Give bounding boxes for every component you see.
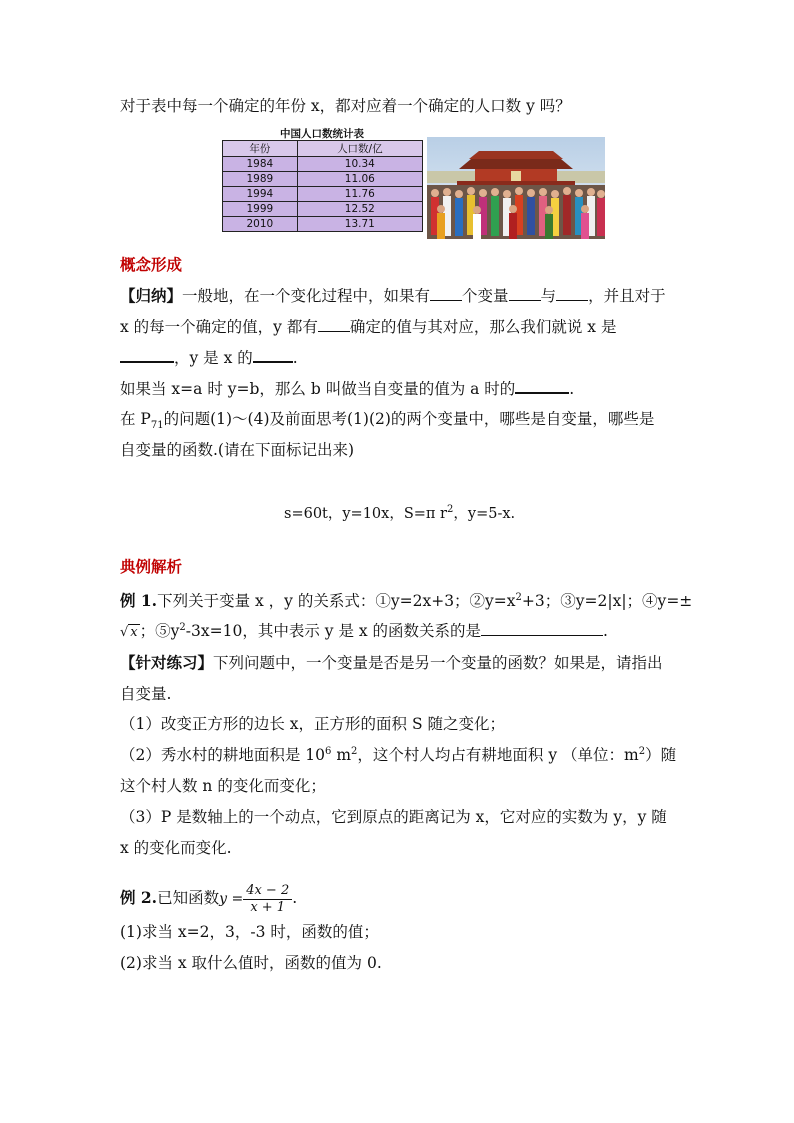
superscript: 2 (179, 621, 186, 633)
text: ，并且对于 (588, 287, 666, 305)
text: +3；③y=2|x|；④y=± (521, 592, 693, 610)
superscript: 2 (638, 745, 646, 757)
example1-line-1 (120, 591, 692, 611)
text: 个变量 (462, 287, 509, 305)
text: s=60t，y=10x，S=π r (284, 506, 447, 522)
table-row (223, 157, 423, 172)
practice-tag: 【针对练习】 (120, 653, 214, 672)
example2-label: 例 2. (120, 888, 158, 907)
text: ；⑤y (139, 622, 180, 640)
summary-line-3 (120, 347, 298, 368)
text: 下列关于变量 x ，y 的关系式：①y=2x+3；②y=x (157, 592, 516, 610)
fraction-denominator: x + 1 (250, 899, 286, 915)
fill-blank[interactable] (120, 347, 174, 363)
text: 确定的值与其对应，那么我们就说 x 是 (349, 318, 617, 336)
table-row (223, 172, 423, 187)
cell-year: 2010 (223, 217, 298, 232)
example2-line (120, 878, 297, 919)
fill-blank[interactable] (509, 286, 541, 301)
text: ，y 是 x 的 (174, 349, 253, 367)
fraction (243, 883, 292, 916)
text: . (292, 889, 298, 907)
instruction-line-1 (120, 409, 655, 432)
text: ）随 (645, 746, 677, 764)
example2-question-1: (1)求当 x=2，3，-3 时，函数的值； (120, 923, 379, 941)
text: . (603, 622, 608, 640)
fill-blank[interactable] (515, 378, 569, 394)
superscript: 2 (515, 591, 522, 603)
header-population: 人口数/亿 (297, 141, 422, 157)
summary-tag: 【归纳】 (120, 286, 183, 305)
example1-label: 例 1. (120, 591, 158, 610)
text: 在 P (120, 410, 151, 428)
text: 一般地，在一个变化过程中，如果有 (182, 287, 431, 305)
cell-population: 11.06 (297, 172, 422, 187)
practice-line-1 (120, 653, 663, 673)
practice-item-3-line-1: （3）P 是数轴上的一个动点，它到原点的距离记为 x，它对应的实数为 y，y 随 (120, 808, 667, 826)
section-heading-concept: 概念形成 (120, 255, 183, 274)
header-year: 年份 (223, 141, 298, 157)
table-row (223, 202, 423, 217)
text: x 的每一个确定的值，y 都有 (120, 318, 318, 336)
fill-blank[interactable] (318, 317, 350, 332)
practice-line-2: 自变量. (120, 685, 172, 703)
example1-line-2 (120, 621, 608, 643)
section-heading-examples: 典例解析 (120, 557, 183, 576)
definition-line (120, 378, 574, 399)
text: 下列问题中，一个变量是否是另一个变量的函数？如果是，请指出 (213, 654, 663, 672)
practice-item-2-line-2: 这个村人数 n 的变化而变化； (120, 777, 326, 795)
fill-blank[interactable] (481, 621, 603, 636)
cell-population: 13.71 (297, 217, 422, 232)
cell-year: 1984 (223, 157, 298, 172)
population-table (222, 140, 423, 232)
cell-year: 1989 (223, 172, 298, 187)
text: . (569, 380, 575, 398)
text: 已知函数 (157, 889, 220, 907)
question-intro: 对于表中每一个确定的年份 x，都对应着一个确定的人口数 y 吗？ (120, 97, 571, 115)
text: ，y=5-x. (453, 506, 516, 522)
fill-blank[interactable] (556, 286, 588, 301)
sqrt-expression: √ x (120, 625, 138, 640)
summary-line-2 (120, 317, 616, 337)
text: m (331, 746, 352, 764)
text: 的问题(1)～(4)及前面思考(1)(2)的两个变量中，哪些是自变量，哪些是 (163, 410, 655, 428)
fill-blank[interactable] (430, 286, 462, 301)
table-row (223, 217, 423, 232)
table-row (223, 187, 423, 202)
table-header-row (223, 141, 423, 157)
practice-item-3-line-2: x 的变化而变化. (120, 839, 232, 857)
subscript: 71 (150, 420, 164, 432)
cell-population: 12.52 (297, 202, 422, 217)
text: （2）秀水村的耕地面积是 10 (120, 746, 326, 764)
function-y: y = (219, 891, 244, 907)
practice-item-1: （1）改变正方形的边长 x，正方形的面积 S 随之变化； (120, 715, 506, 733)
radicand: x (130, 625, 138, 640)
text: -3x=10，其中表示 y 是 x 的函数关系的是 (185, 622, 482, 640)
superscript: 2 (447, 504, 454, 516)
cell-year: 1999 (223, 202, 298, 217)
example2-question-2: (2)求当 x 取什么值时，函数的值为 0. (120, 954, 382, 972)
text: 与 (540, 287, 557, 305)
cell-year: 1994 (223, 187, 298, 202)
fill-blank[interactable] (253, 347, 293, 363)
table-title: 中国人口数统计表 (280, 128, 364, 140)
text: ，这个村人均占有耕地面积 y （单位：m (357, 746, 639, 764)
formulas-line (284, 504, 515, 524)
fraction-numerator: 4x − 2 (243, 883, 292, 900)
text: 如果当 x=a 时 y=b，那么 b 叫做当自变量的值为 a 时的 (120, 380, 516, 398)
superscript: 2 (351, 745, 358, 757)
text: . (292, 349, 298, 367)
superscript: 6 (325, 745, 332, 757)
practice-item-2-line-1 (120, 745, 676, 765)
photo-illustration (427, 137, 605, 239)
tiananmen-crowd-photo (427, 137, 605, 239)
cell-population: 10.34 (297, 157, 422, 172)
summary-line-1 (120, 286, 666, 306)
cell-population: 11.76 (297, 187, 422, 202)
instruction-line-2: 自变量的函数.(请在下面标记出来) (120, 441, 355, 459)
